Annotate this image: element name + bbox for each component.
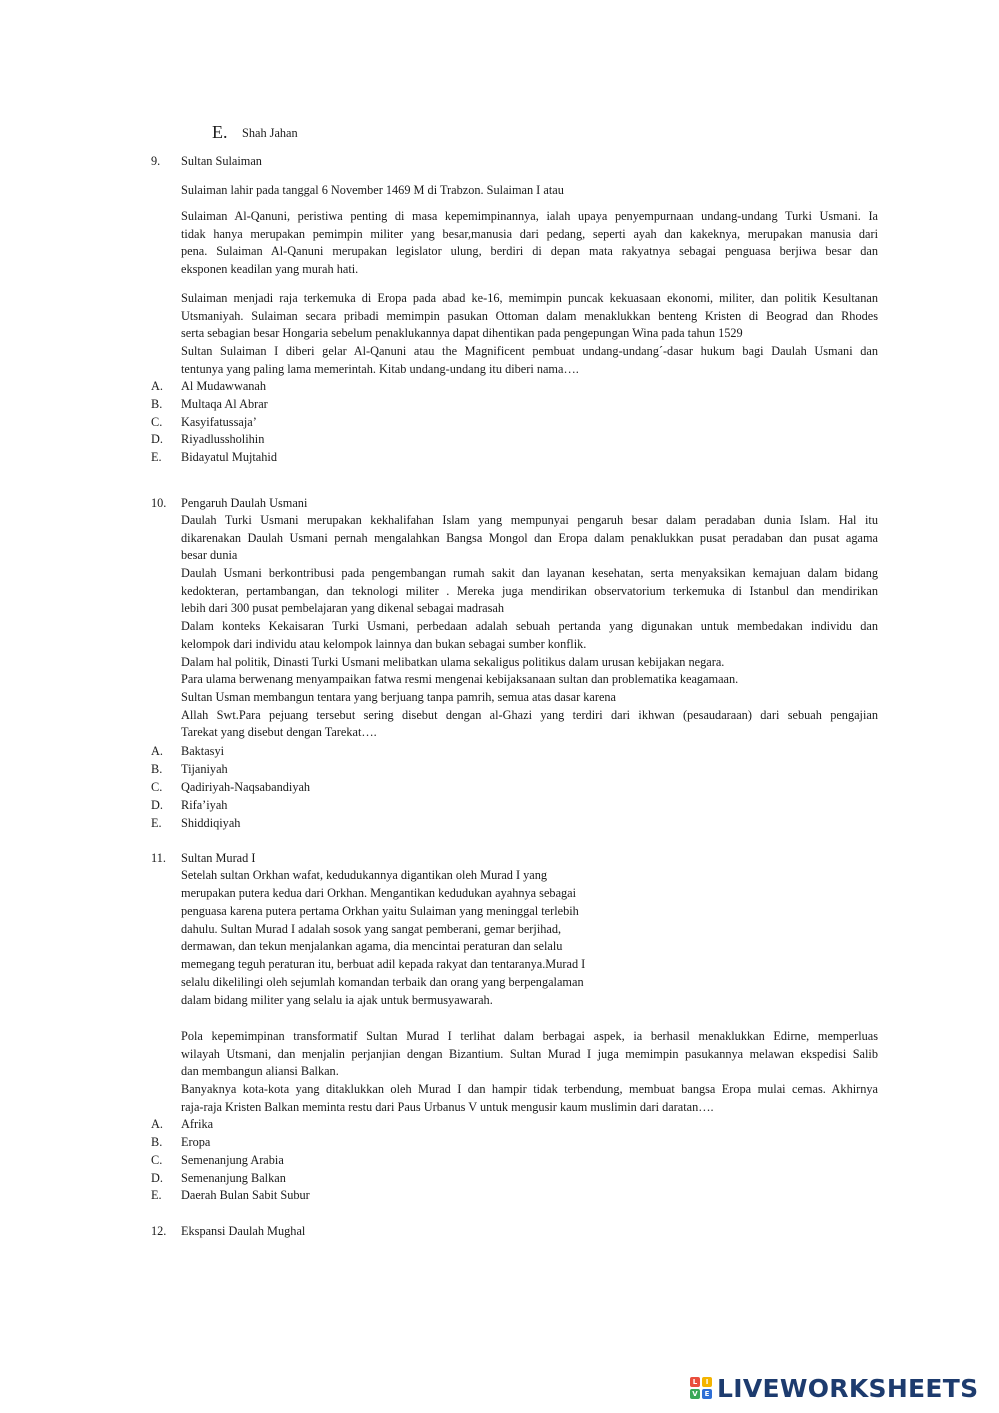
logo-tile: V <box>690 1389 700 1399</box>
text-line: Allah Swt.Para pejuang tersebut sering disebut dengan al-Ghazi yang terdiri dari ikhwan (pesaudaraan) dari sebuah pengajian <box>181 707 878 722</box>
question-title: Sultan Sulaiman <box>181 154 262 168</box>
question-number: 9. <box>151 154 161 168</box>
logo-tile: E <box>702 1389 712 1399</box>
text-line: Utsmaniyah. Sulaiman secara pribadi memimpin pasukan Ottoman dalam menaklukkan benteng Kristen di Beograd dan Rhodes <box>181 308 878 323</box>
text-line: merupakan putera kedua dari Orkhan. Mengantikan kedudukan ayahnya sebagai <box>181 886 577 900</box>
option-text[interactable]: Tijaniyah <box>181 762 228 776</box>
option-letter: A. <box>151 1117 163 1131</box>
text-line: dermawan, dan tekun menjalankan agama, dia mencintai peraturan dan selalu <box>181 939 563 953</box>
text-line: Pola kepemimpinan transformatif Sultan Murad I terlihat dalam berbagai aspek, ia berhasil menaklukkan Edirne, memperluas <box>181 1029 878 1043</box>
question-intro: Sulaiman lahir pada tanggal 6 November 1469 M di Trabzon. Sulaiman I atau <box>181 183 564 197</box>
option-text[interactable]: Al Mudawwanah <box>181 379 267 393</box>
option-text[interactable]: Riyadlussholihin <box>181 432 265 446</box>
option-text[interactable]: Daerah Bulan Sabit Subur <box>181 1188 310 1202</box>
option-text[interactable]: Baktasyi <box>181 744 225 758</box>
option-letter: E. <box>151 450 162 464</box>
text-line: Para ulama berwenang menyampaikan fatwa resmi mengenai kebijaksanaan sultan dan problematika keagamaan. <box>181 672 739 687</box>
question-number: 11. <box>151 851 166 865</box>
option-letter: B. <box>151 1135 163 1149</box>
text-line: dikarenakan Daulah Usmani pernah mengalahkan Bangsa Mongol dan Eropa dalam penaklukkan pusat peradaban dan pusat agama <box>181 530 878 545</box>
option-letter: B. <box>151 397 163 411</box>
text-line: Sultan Usman membangun tentara yang berjuang tanpa pamrih, semua atas dasar karena <box>181 689 617 704</box>
text-line: Sulaiman Al-Qanuni, peristiwa penting di masa kepemimpinannya, ialah upaya penyempurnaan undang-undang Turki Usmani. Ia <box>181 209 878 223</box>
text-line: eksponen keadilan yang murah hati. <box>181 262 359 277</box>
option-text[interactable]: Semenanjung Balkan <box>181 1171 286 1185</box>
option-letter: B. <box>151 762 163 776</box>
option-text[interactable]: Rifa’iyah <box>181 798 228 812</box>
question-paragraph <box>181 290 878 378</box>
text-line: selalu dikelilingi oleh sejumlah komandan terbaik dan orang yang berpengalaman <box>181 975 584 989</box>
text-line: memegang teguh peraturan itu, berbuat adil kepada rakyat dan tentaranya.Murad I <box>181 957 586 971</box>
logo-tile: I <box>702 1377 712 1387</box>
question-number: 12. <box>151 1224 167 1238</box>
option-text[interactable]: Semenanjung Arabia <box>181 1153 284 1167</box>
text-line: Daulah Usmani berkontribusi pada pengembangan rumah sakit dan layanan kesehatan, serta menyaksikan kemajuan dalam bidang <box>181 566 878 581</box>
question-title: Ekspansi Daulah Mughal <box>181 1224 306 1238</box>
text-line: kedokteran, pertambangan, dan teknologi militer . Mereka juga mendirikan observatorium terkemuka di Istanbul dan mendirikan <box>181 583 878 598</box>
option-text[interactable]: Multaqa Al Abrar <box>181 397 268 411</box>
text-line: dahulu. Sultan Murad I adalah sosok yang sangat pemberani, gemar berjihad, <box>181 922 562 936</box>
text-line: raja-raja Kristen Balkan meminta restu dari Paus Urbanus V untuk mengusir kaum muslimin dari daratan…. <box>181 1099 714 1114</box>
text-line: wilayah Utsmani, dan menjalin perjanjian dengan Bizantium. Sultan Murad I juga memimpin pasukannya melawan ekspedisi Salib <box>181 1046 878 1061</box>
text-line: dalam bidang militer yang selalu ia ajak untuk bermusyawarah. <box>181 993 493 1007</box>
option-letter: C. <box>151 415 163 429</box>
option-letter: D. <box>151 432 163 446</box>
option-letter: C. <box>151 1153 163 1167</box>
text-line: Sultan Sulaiman I diberi gelar Al-Qanuni atau the Magnificent pembuat undang-undang´-dasar hukum bagi Daulah Usmani dan <box>181 344 878 359</box>
question-title: Pengaruh Daulah Usmani <box>181 496 308 510</box>
text-line: tidak hanya merupakan pemimpin militer yang besar,manusia dari pedang, seperti ayah dan kakeknya, merupakan manusia dari <box>181 226 878 241</box>
text-line: Dalam hal politik, Dinasti Turki Usmani melibatkan ulama sekaligus politikus dalam urusan kebijakan negara. <box>181 654 725 669</box>
text-line: Setelah sultan Orkhan wafat, kedudukannya digantikan oleh Murad I yang <box>181 868 548 882</box>
question-number: 10. <box>151 496 167 510</box>
option-text: Shah Jahan <box>242 126 298 140</box>
option-letter: E. <box>151 816 162 830</box>
text-line: Daulah Turki Usmani merupakan kekhalifahan Islam yang mempunyai pengaruh besar dalam peradaban dunia Islam. Hal itu <box>181 513 878 527</box>
option-text[interactable]: Eropa <box>181 1135 211 1149</box>
text-line: Sulaiman menjadi raja terkemuka di Eropa pada abad ke-16, memimpin puncak kekuasaan ekonomi, militer, dan politik Kesultanan <box>181 291 878 305</box>
option-letter: A. <box>151 744 163 758</box>
question-paragraph <box>181 1028 878 1116</box>
text-line: pena. Sulaiman Al-Qanuni merupakan legislator ulung, berdiri di depan mata rakyatnya sebagai penguasa berjiwa besar dan <box>181 244 878 259</box>
text-line: Banyaknya kota-kota yang ditaklukkan oleh Murad I dan hampir tidak terbendung, membuat bangsa Eropa mulai cemas. Akhirnya <box>181 1082 878 1097</box>
text-line: Tarekat yang disebut dengan Tarekat…. <box>181 725 377 740</box>
text-line: lebih dari 300 pusat pembelajaran yang dikenal sebagai madrasah <box>181 601 505 616</box>
logo-tiles-icon <box>690 1377 712 1399</box>
question-paragraph <box>181 208 878 279</box>
logo-tile: L <box>690 1377 700 1387</box>
text-line: tentunya yang paling lama memerintah. Kitab undang-undang itu diberi nama…. <box>181 361 579 376</box>
option-letter: C. <box>151 780 163 794</box>
question-paragraph <box>181 512 878 742</box>
text-line: penguasa karena putera pertama Orkhan yaitu Sulaiman yang meninggal terlebih <box>181 904 579 918</box>
liveworksheets-logo <box>690 1373 978 1403</box>
option-letter: E. <box>212 122 228 142</box>
option-text[interactable]: Bidayatul Mujtahid <box>181 450 277 464</box>
option-letter: D. <box>151 1171 163 1185</box>
option-letter: A. <box>151 379 163 393</box>
question-title: Sultan Murad I <box>181 851 256 865</box>
text-line: Dalam konteks Kekaisaran Turki Usmani, perbedaan adalah sebuah pertanda yang digunakan untuk membedakan individu dan <box>181 619 878 634</box>
text-line: dan membangun aliansi Balkan. <box>181 1064 339 1079</box>
text-line: serta sebagian besar Hongaria sebelum penaklukannya dapat dihentikan pada pengepungan Wina pada tahun 1529 <box>181 326 743 341</box>
option-text[interactable]: Shiddiqiyah <box>181 816 241 830</box>
text-line: besar dunia <box>181 548 238 563</box>
option-text[interactable]: Qadiriyah-Naqsabandiyah <box>181 780 311 794</box>
text-line: kelompok dari individu atau kelompok lainnya dan bukan sebagai sumber konflik. <box>181 636 587 651</box>
option-text[interactable]: Afrika <box>181 1117 214 1131</box>
option-text[interactable]: Kasyifatussaja’ <box>181 415 257 429</box>
logo-wordmark: LIVEWORKSHEETS <box>717 1373 979 1403</box>
option-letter: E. <box>151 1188 162 1202</box>
option-letter: D. <box>151 798 163 812</box>
